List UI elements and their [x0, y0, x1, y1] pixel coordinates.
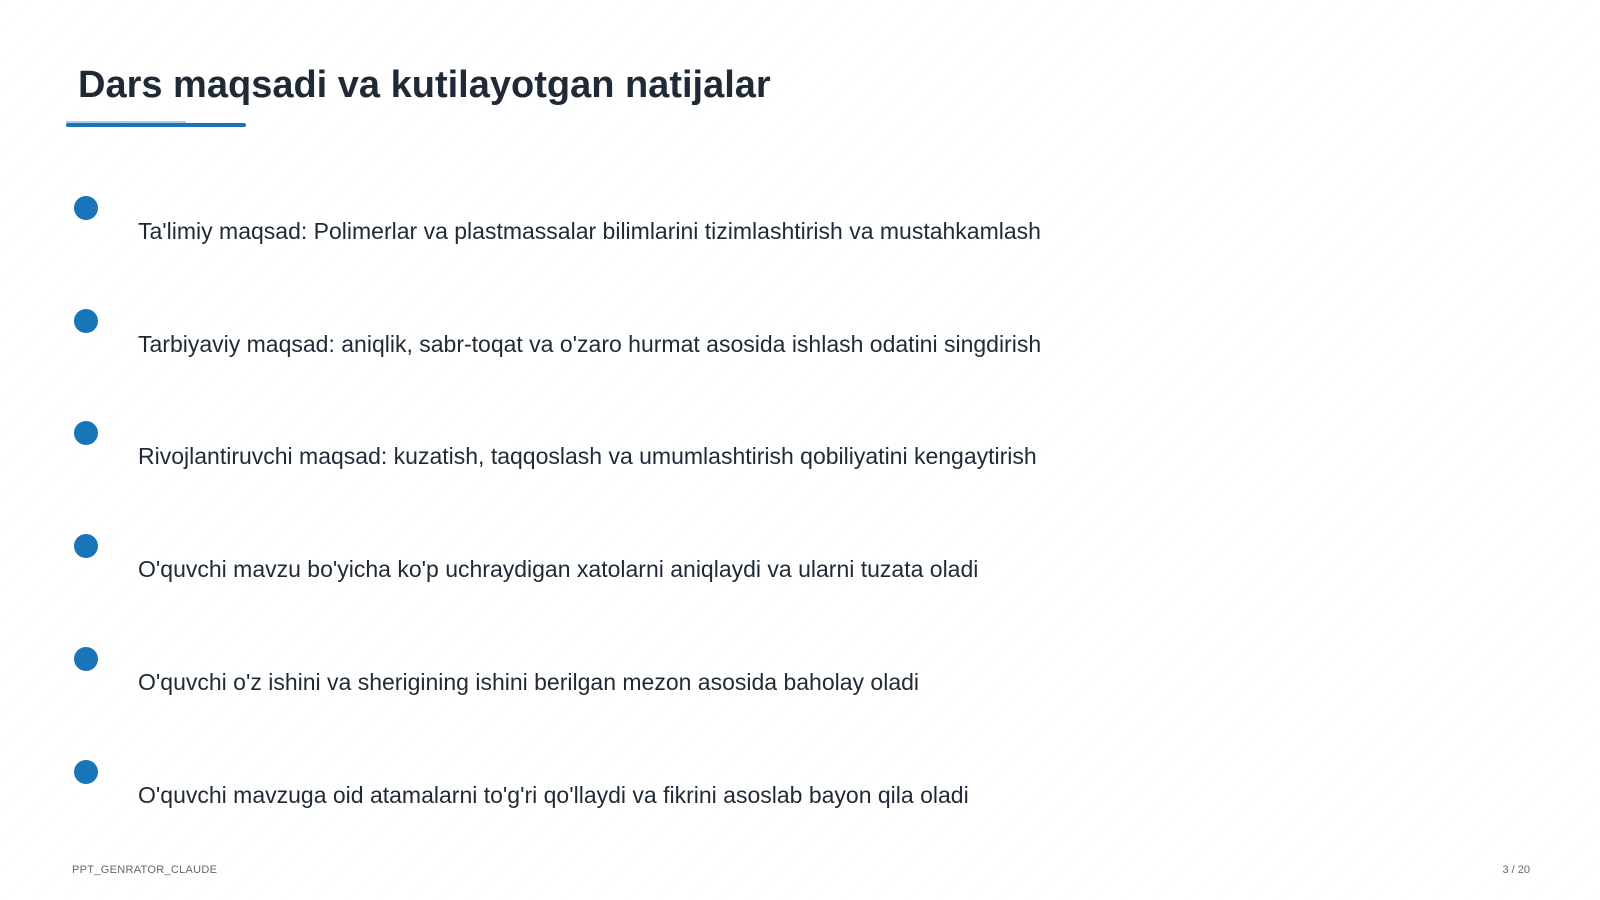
- list-item: [0, 196, 1600, 276]
- bullet-text: Tarbiyaviy maqsad: aniqlik, sabr-toqat va o'zaro hurmat asosida ishlash odatini singdirish: [138, 331, 1042, 357]
- bullet-dot-icon: [74, 760, 98, 784]
- bullet-text: O'quvchi o'z ishini va sherigining ishini berilgan mezon asosida baholay oladi: [138, 669, 920, 695]
- footer-brand: PPT_GENRATOR_CLAUDE: [72, 864, 218, 876]
- bullet-text: Ta'limiy maqsad: Polimerlar va plastmassalar bilimlarini tizimlashtirish va mustahkamlash: [138, 218, 1041, 244]
- bullet-dot-icon: [74, 534, 98, 558]
- bullet-dot-icon: [74, 421, 98, 445]
- bullet-dot-icon: [74, 309, 98, 333]
- bullet-dot-icon: [74, 647, 98, 671]
- list-item: [0, 534, 1600, 614]
- bullet-dot-icon: [74, 196, 98, 220]
- list-item: [0, 421, 1600, 501]
- list-item: [0, 647, 1600, 727]
- list-item: [0, 760, 1600, 840]
- slide-title: Dars maqsadi va kutilayotgan natijalar: [78, 64, 771, 106]
- bullet-text: O'quvchi mavzu bo'yicha ko'p uchraydigan xatolarni aniqlaydi va ularni tuzata oladi: [138, 556, 979, 582]
- bullet-text: O'quvchi mavzuga oid atamalarni to'g'ri qo'llaydi va fikrini asoslab bayon qila oladi: [138, 782, 969, 808]
- page-number: 3 / 20: [1502, 864, 1530, 876]
- list-item: [0, 309, 1600, 389]
- bullet-text: Rivojlantiruvchi maqsad: kuzatish, taqqoslash va umumlashtirish qobiliyatini kengaytirish: [138, 443, 1037, 469]
